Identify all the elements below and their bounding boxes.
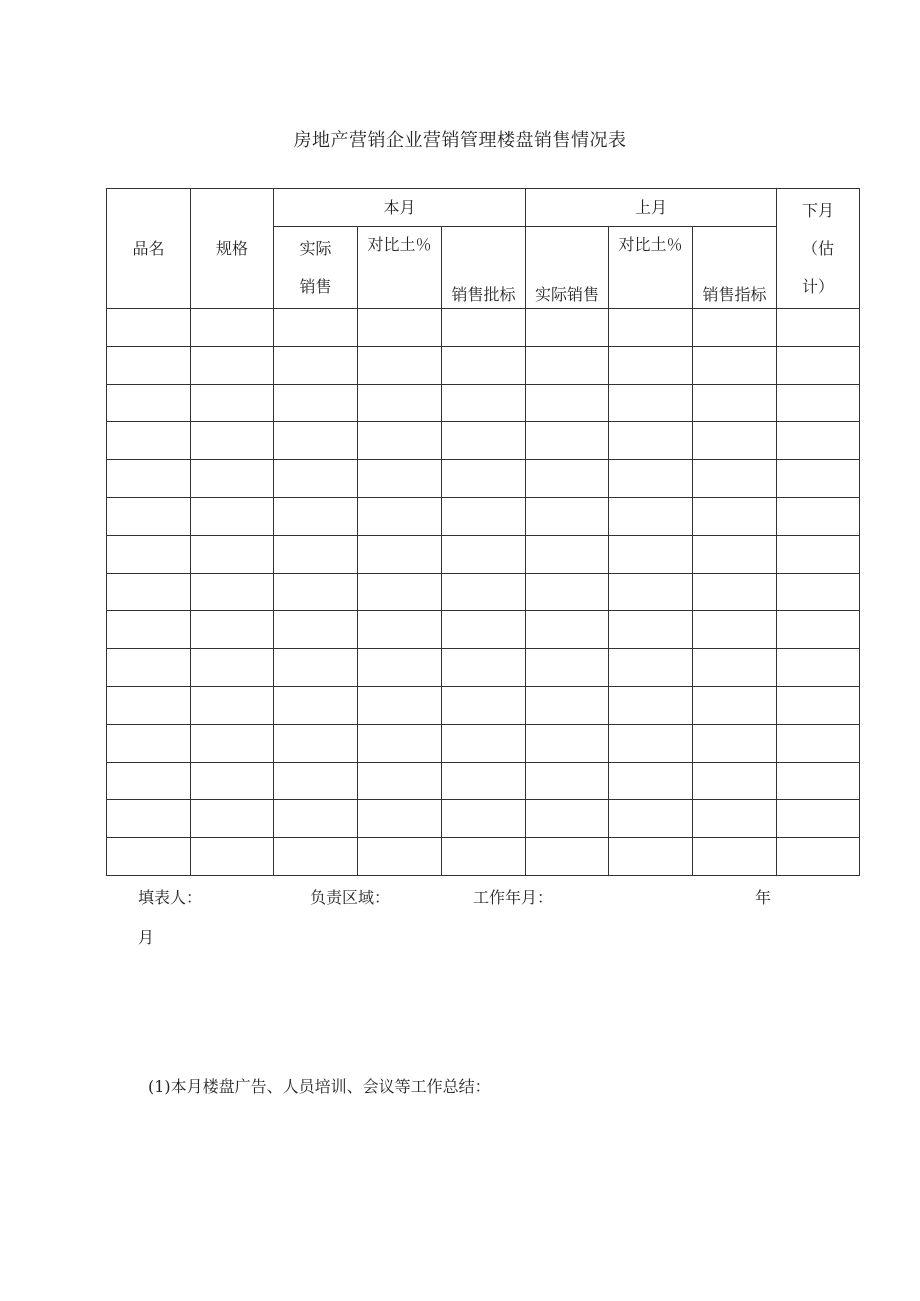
table-row — [107, 422, 860, 460]
table-cell[interactable] — [107, 686, 191, 724]
year-label: 年 — [755, 888, 772, 907]
table-cell[interactable] — [274, 384, 358, 422]
table-cell[interactable] — [358, 762, 442, 800]
table-cell[interactable] — [526, 384, 609, 422]
table-cell[interactable] — [693, 686, 777, 724]
table-cell[interactable] — [693, 535, 777, 573]
table-cell[interactable] — [526, 346, 609, 384]
table-cell[interactable] — [777, 762, 860, 800]
table-cell[interactable] — [777, 460, 860, 498]
table-cell[interactable] — [609, 460, 693, 498]
table-cell[interactable] — [358, 346, 442, 384]
table-cell[interactable] — [358, 384, 442, 422]
header-last-month: 上月 — [526, 189, 777, 227]
table-cell[interactable] — [609, 724, 693, 762]
table-cell[interactable] — [274, 497, 358, 535]
table-cell[interactable] — [191, 460, 274, 498]
month-label: 月 — [138, 928, 155, 947]
table-cell[interactable] — [107, 460, 191, 498]
table-cell[interactable] — [609, 422, 693, 460]
table-cell[interactable] — [693, 309, 777, 347]
table-cell[interactable] — [526, 762, 609, 800]
header-this-compare: 对比土％ — [358, 227, 442, 309]
table-cell[interactable] — [609, 346, 693, 384]
table-cell[interactable] — [526, 422, 609, 460]
table-cell[interactable] — [693, 838, 777, 876]
header-next-month-estimate — [777, 189, 860, 309]
table-cell[interactable] — [107, 309, 191, 347]
table-row — [107, 535, 860, 573]
table-cell[interactable] — [274, 573, 358, 611]
header-this-actual-sales — [274, 227, 358, 309]
table-cell[interactable] — [107, 611, 191, 649]
table-cell[interactable] — [107, 800, 191, 838]
this-actual-line2: 销售 — [299, 277, 332, 297]
work-date-label: 工作年月： — [473, 888, 554, 907]
table-cell[interactable] — [777, 309, 860, 347]
table-cell[interactable] — [777, 346, 860, 384]
sales-table — [106, 188, 860, 876]
table-cell[interactable] — [777, 422, 860, 460]
table-cell[interactable] — [609, 800, 693, 838]
table-cell[interactable] — [693, 800, 777, 838]
table-cell[interactable] — [358, 838, 442, 876]
table-row — [107, 460, 860, 498]
table-cell[interactable] — [358, 497, 442, 535]
table-cell[interactable] — [526, 309, 609, 347]
next-month-line2: （估 — [802, 238, 835, 258]
table-cell[interactable] — [191, 762, 274, 800]
table-cell[interactable] — [107, 649, 191, 687]
table-cell[interactable] — [274, 460, 358, 498]
table-row — [107, 346, 860, 384]
table-cell[interactable] — [358, 800, 442, 838]
table-cell[interactable] — [777, 384, 860, 422]
this-actual-line1: 实际 — [299, 238, 332, 258]
table-cell[interactable] — [107, 724, 191, 762]
header-this-target: 销售批标 — [442, 227, 526, 309]
table-cell[interactable] — [442, 649, 526, 687]
table-row — [107, 573, 860, 611]
table-cell[interactable] — [693, 460, 777, 498]
table-cell[interactable] — [107, 838, 191, 876]
document-title: 房地产营销企业营销管理楼盘销售情况表 — [293, 130, 627, 151]
header-spec: 规格 — [191, 189, 274, 309]
table-row — [107, 611, 860, 649]
table-cell[interactable] — [442, 573, 526, 611]
table-cell[interactable] — [693, 384, 777, 422]
table-cell[interactable] — [191, 309, 274, 347]
table-cell[interactable] — [777, 838, 860, 876]
table-row — [107, 762, 860, 800]
table-cell[interactable] — [526, 686, 609, 724]
table-cell[interactable] — [274, 309, 358, 347]
table-cell[interactable] — [274, 800, 358, 838]
table-cell[interactable] — [107, 535, 191, 573]
table-cell[interactable] — [107, 422, 191, 460]
table-cell[interactable] — [693, 724, 777, 762]
table-cell[interactable] — [609, 762, 693, 800]
table-cell[interactable] — [777, 535, 860, 573]
table-cell[interactable] — [609, 611, 693, 649]
table-cell[interactable] — [191, 497, 274, 535]
table-cell[interactable] — [777, 686, 860, 724]
table-cell[interactable] — [693, 762, 777, 800]
table-cell[interactable] — [191, 838, 274, 876]
table-cell[interactable] — [526, 800, 609, 838]
next-month-line1: 下月 — [802, 200, 835, 220]
table-cell[interactable] — [777, 573, 860, 611]
table-cell[interactable] — [526, 573, 609, 611]
table-cell[interactable] — [442, 838, 526, 876]
table-cell[interactable] — [442, 762, 526, 800]
table-cell[interactable] — [442, 535, 526, 573]
table-cell[interactable] — [191, 346, 274, 384]
table-cell[interactable] — [609, 535, 693, 573]
table-cell[interactable] — [274, 838, 358, 876]
table-cell[interactable] — [442, 686, 526, 724]
table-cell[interactable] — [609, 838, 693, 876]
table-cell[interactable] — [274, 724, 358, 762]
table-cell[interactable] — [107, 497, 191, 535]
table-cell[interactable] — [107, 573, 191, 611]
table-cell[interactable] — [274, 611, 358, 649]
table-cell[interactable] — [191, 384, 274, 422]
table-cell[interactable] — [442, 384, 526, 422]
header-last-target: 销售指标 — [693, 227, 777, 309]
table-cell[interactable] — [191, 611, 274, 649]
table-cell[interactable] — [693, 573, 777, 611]
table-cell[interactable] — [526, 838, 609, 876]
table-cell[interactable] — [526, 649, 609, 687]
table-cell[interactable] — [693, 422, 777, 460]
table-cell[interactable] — [358, 686, 442, 724]
table-row — [107, 724, 860, 762]
header-this-month: 本月 — [274, 189, 526, 227]
table-cell[interactable] — [274, 535, 358, 573]
table-cell[interactable] — [274, 422, 358, 460]
filler-label: 填表人： — [138, 888, 203, 907]
table-cell[interactable] — [274, 346, 358, 384]
table-cell[interactable] — [526, 611, 609, 649]
table-cell[interactable] — [191, 686, 274, 724]
table-cell[interactable] — [358, 649, 442, 687]
table-cell[interactable] — [609, 649, 693, 687]
table-cell[interactable] — [442, 309, 526, 347]
header-last-actual-sales: 实际销售 — [526, 227, 609, 309]
header-last-compare: 对比土％ — [609, 227, 693, 309]
table-cell[interactable] — [107, 384, 191, 422]
table-cell[interactable] — [358, 724, 442, 762]
table-cell[interactable] — [526, 724, 609, 762]
table-cell[interactable] — [358, 460, 442, 498]
table-cell[interactable] — [358, 309, 442, 347]
table-cell[interactable] — [442, 346, 526, 384]
table-cell[interactable] — [107, 762, 191, 800]
table-row — [107, 384, 860, 422]
table-cell[interactable] — [191, 573, 274, 611]
table-cell[interactable] — [442, 611, 526, 649]
table-cell[interactable] — [442, 497, 526, 535]
table-cell[interactable] — [693, 346, 777, 384]
table-cell[interactable] — [191, 724, 274, 762]
table-cell[interactable] — [191, 422, 274, 460]
table-cell[interactable] — [358, 422, 442, 460]
table-cell[interactable] — [526, 535, 609, 573]
next-month-line3: 计） — [802, 277, 835, 297]
table-cell[interactable] — [442, 724, 526, 762]
table-cell[interactable] — [526, 460, 609, 498]
table-cell[interactable] — [442, 422, 526, 460]
table-cell[interactable] — [526, 497, 609, 535]
work-summary-note: (1)本月楼盘广告、人员培训、会议等工作总结： — [148, 1077, 491, 1096]
table-cell[interactable] — [191, 535, 274, 573]
table-cell[interactable] — [777, 611, 860, 649]
table-cell[interactable] — [191, 800, 274, 838]
table-cell[interactable] — [191, 649, 274, 687]
table-row — [107, 649, 860, 687]
table-cell[interactable] — [274, 762, 358, 800]
area-label: 负责区域： — [310, 888, 391, 907]
table-cell[interactable] — [107, 346, 191, 384]
table-cell[interactable] — [777, 497, 860, 535]
table-row — [107, 838, 860, 876]
table-cell[interactable] — [693, 497, 777, 535]
table-row — [107, 309, 860, 347]
table-cell[interactable] — [777, 724, 860, 762]
table-cell[interactable] — [609, 309, 693, 347]
table-row — [107, 497, 860, 535]
table-cell[interactable] — [442, 800, 526, 838]
table-row — [107, 800, 860, 838]
table-row — [107, 686, 860, 724]
table-cell[interactable] — [609, 686, 693, 724]
table-cell[interactable] — [777, 800, 860, 838]
table-cell[interactable] — [358, 611, 442, 649]
table-cell[interactable] — [274, 649, 358, 687]
table-cell[interactable] — [777, 649, 860, 687]
table-cell[interactable] — [609, 497, 693, 535]
table-cell[interactable] — [693, 611, 777, 649]
table-cell[interactable] — [693, 649, 777, 687]
table-cell[interactable] — [274, 686, 358, 724]
table-cell[interactable] — [358, 535, 442, 573]
table-cell[interactable] — [609, 384, 693, 422]
table-cell[interactable] — [442, 460, 526, 498]
table-cell[interactable] — [609, 573, 693, 611]
header-product-name: 品名 — [107, 189, 191, 309]
table-cell[interactable] — [358, 573, 442, 611]
